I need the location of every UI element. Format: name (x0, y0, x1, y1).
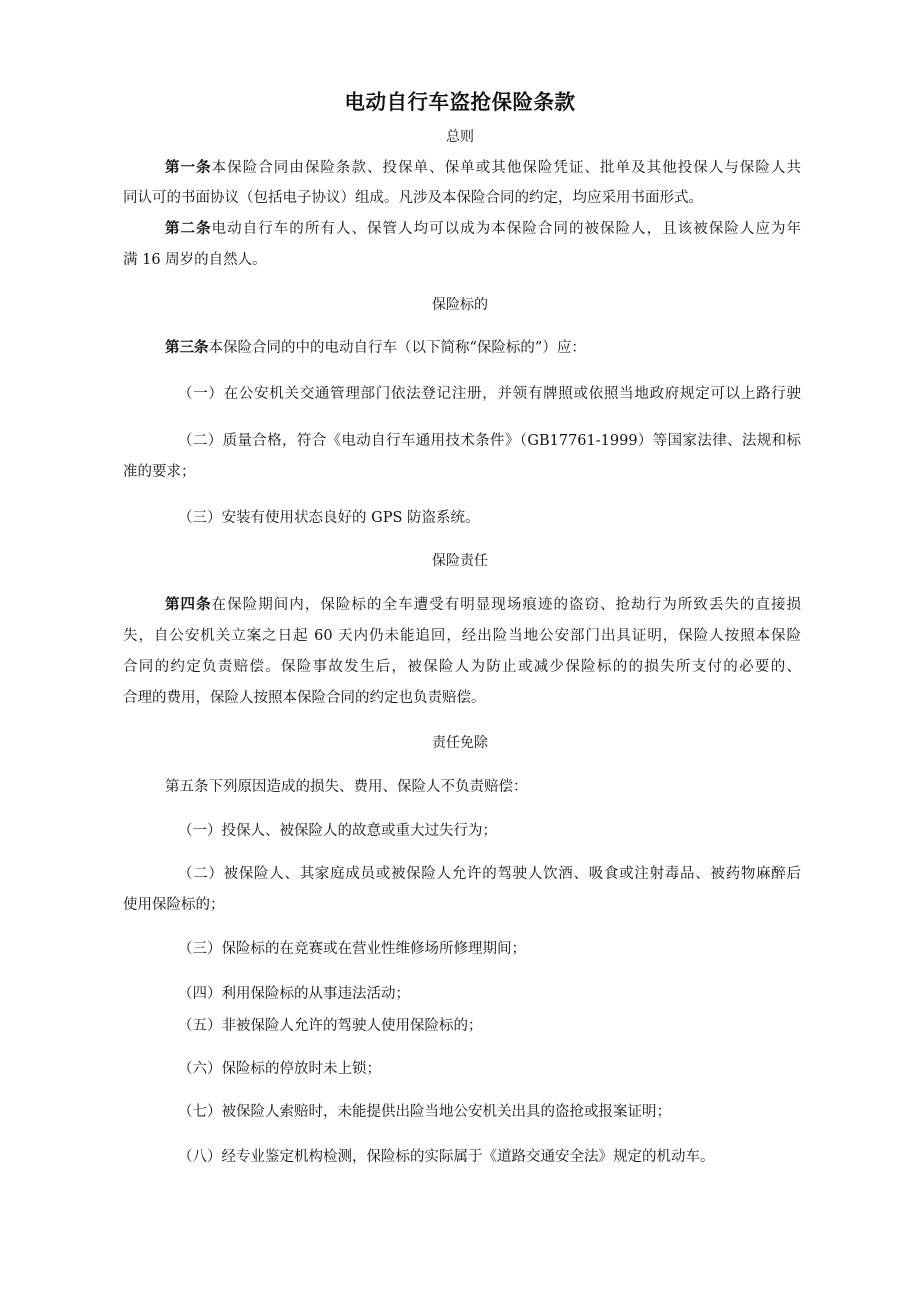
article-1-line-2: 同认可的书面协议（包括电子协议）组成。凡涉及本保险合同的约定，均应采用书面形式。 (123, 190, 703, 206)
article-3-item-2-line-1: （二）质量合格，符合《电动自行车通用技术条件》（GB17761-1999）等国家法律、法规和标 (178, 433, 801, 449)
article-5-item-6: （六）保险标的停放时未上锁； (178, 1061, 381, 1077)
article-4-line-3: 合同的约定负责赔偿。保险事故发生后，被保险人为防止或减少保险标的的损失所支付的必要的、 (123, 659, 801, 675)
article-3-line-1 (165, 340, 586, 356)
article-4-line-1 (165, 597, 801, 613)
article-5-item-3: （三）保险标的在竞赛或在营业性维修场所修理期间； (178, 941, 526, 957)
section-heading-general: 总则 (446, 129, 474, 145)
section-heading-subject: 保险标的 (432, 297, 488, 313)
article-4-line-4: 合理的费用，保险人按照本保险合同的约定也负责赔偿。 (123, 690, 486, 706)
article-3-item-3: （三）安装有使用状态良好的 GPS 防盗系统。 (178, 510, 480, 526)
article-3-item-2-line-2: 准的要求； (123, 464, 196, 480)
article-1-text-1: 本保险合同由保险条款、投保单、保单或其他保险凭证、批单及其他投保人与保险人共 (211, 160, 802, 176)
article-1-line-1 (165, 160, 801, 176)
article-3-item-1: （一）在公安机关交通管理部门依法登记注册，并领有牌照或依照当地政府规定可以上路行驶 (178, 386, 801, 402)
section-heading-liability: 保险责任 (432, 553, 488, 569)
article-2-label: 第二条 (165, 220, 212, 237)
article-5-item-7: （七）被保险人索赔时，未能提供出险当地公安机关出具的盗抢或报案证明； (178, 1104, 671, 1120)
article-5-item-4: （四）利用保险标的从事违法活动； (178, 986, 410, 1002)
article-5-intro: 第五条下列原因造成的损失、费用、保险人不负责赔偿： (165, 779, 528, 795)
article-3-label: 第三条 (165, 339, 209, 356)
article-1-label: 第一条 (165, 159, 212, 176)
article-5-item-2-line-2: 使用保险标的； (123, 897, 225, 913)
document-title: 电动自行车盗抢保险条款 (344, 90, 576, 114)
article-5-item-1: （一）投保人、被保险人的故意或重大过失行为； (178, 823, 497, 839)
article-5-item-8: （八）经专业鉴定机构检测，保险标的实际属于《道路交通安全法》规定的机动车。 (178, 1149, 715, 1165)
article-3-text-1: 本保险合同的中的电动自行车（以下简称“保险标的”）应： (208, 340, 586, 356)
article-4-line-2: 失，自公安机关立案之日起 60 天内仍未能追回，经出险当地公安部门出具证明，保险人按照本保险 (123, 628, 801, 644)
article-4-text-1: 在保险期间内，保险标的全车遭受有明显现场痕迹的盗窃、抢劫行为所致丢失的直接损 (211, 597, 802, 613)
article-4-label: 第四条 (165, 596, 212, 613)
article-2-line-1 (165, 221, 801, 237)
article-2-text-1: 电动自行车的所有人、保管人均可以成为本保险合同的被保险人，且该被保险人应为年 (211, 221, 802, 237)
article-5-item-2-line-1: （二）被保险人、其家庭成员或被保险人允许的驾驶人饮酒、吸食或注射毒品、被药物麻醉后 (178, 866, 801, 882)
section-heading-exemption: 责任免除 (432, 735, 488, 751)
article-2-line-2: 满 16 周岁的自然人。 (123, 252, 267, 268)
article-5-item-5: （五）非被保险人允许的驾驶人使用保险标的； (178, 1018, 483, 1034)
